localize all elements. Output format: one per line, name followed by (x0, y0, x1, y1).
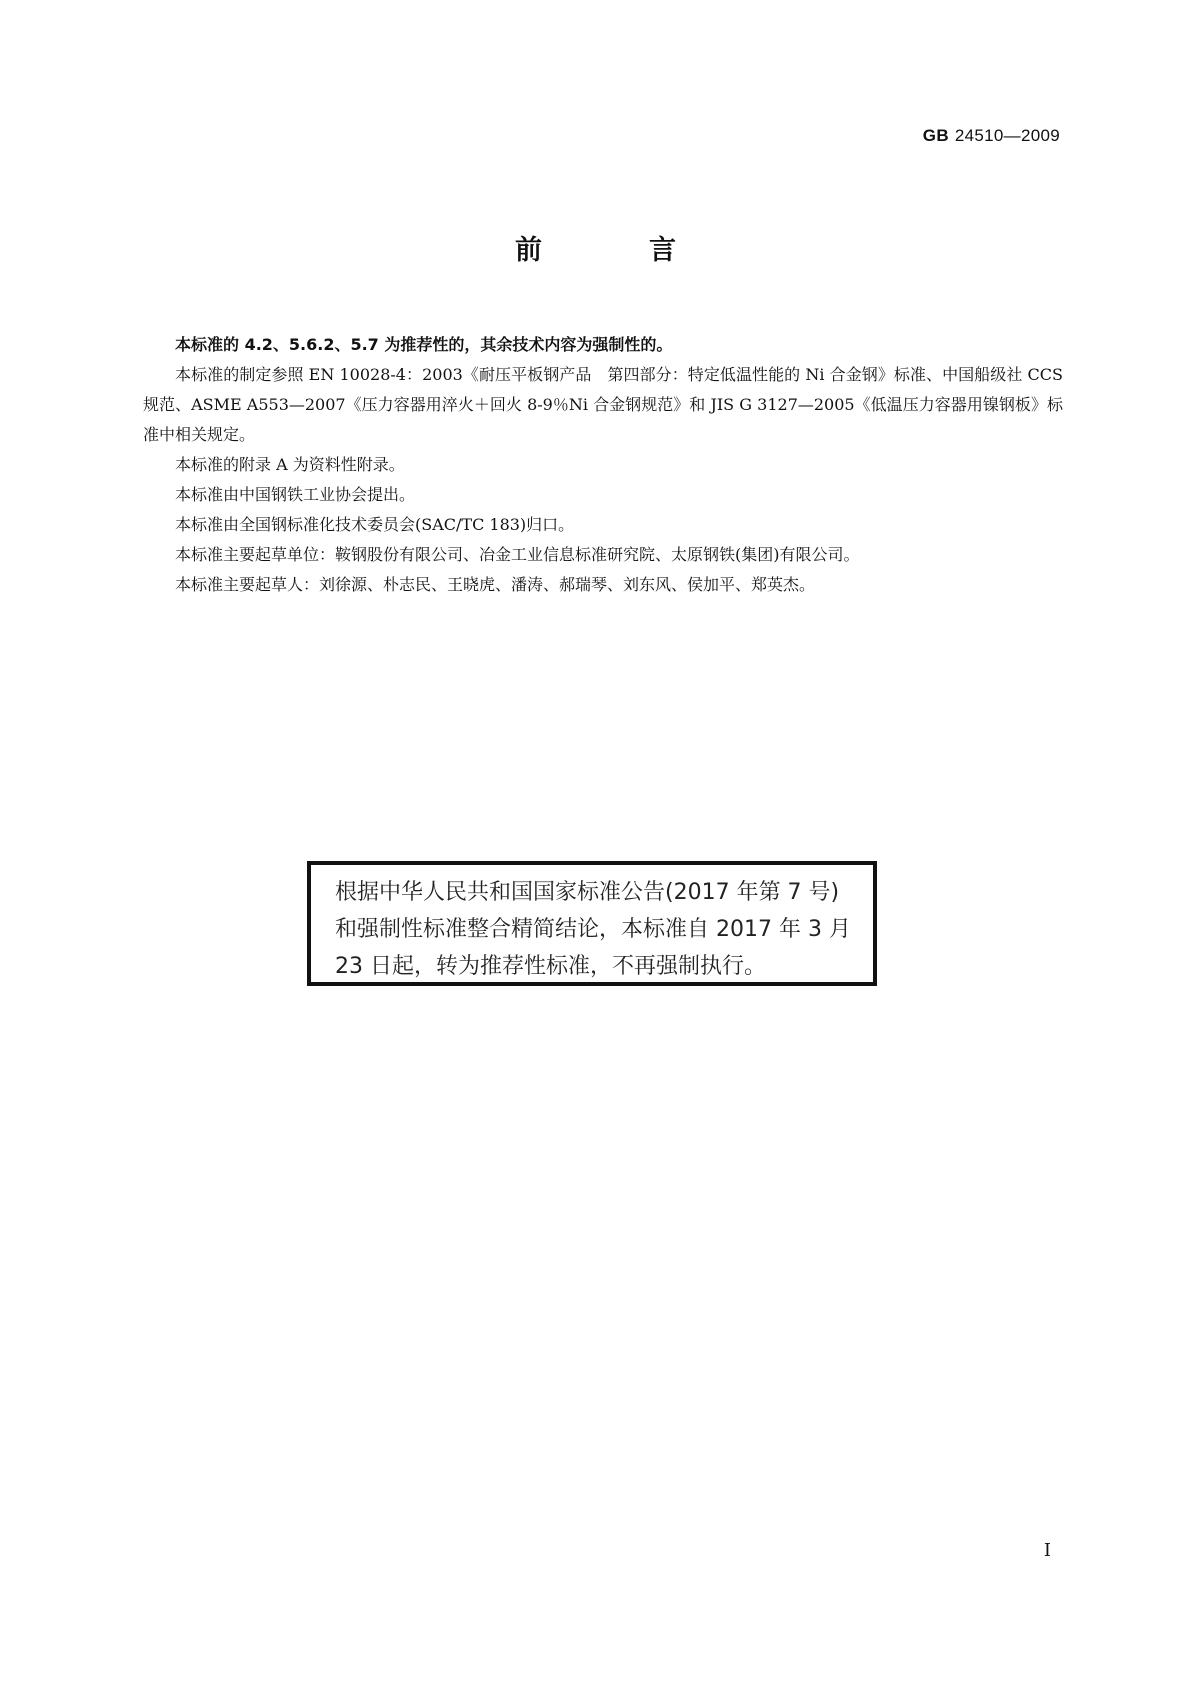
standard-prefix: GB (922, 126, 949, 145)
notice-box: 根据中华人民共和国国家标准公告(2017 年第 7 号)和强制性标准整合精简结论，本标准自 2017 年 3 月 23 日起，转为推荐性标准，不再强制执行。 (307, 861, 877, 986)
page-title: 前 言 (515, 235, 716, 266)
paragraph-drafters: 本标准主要起草人：刘徐源、朴志民、王晓虎、潘涛、郝瑞琴、刘东风、侯加平、郑英杰。 (175, 575, 816, 594)
paragraph-committee: 本标准由全国钢标准化技术委员会(SAC/TC 183)归口。 (175, 515, 575, 534)
page-number: I (1043, 1540, 1051, 1561)
paragraph-references: 本标准的制定参照 EN 10028-4：2003《耐压平板钢产品 第四部分：特定低温性能的 Ni 合金钢》标准、中国船级社 CCS 规范、ASME A553—2007《压力容器用淬火＋回火 8-9％Ni 合金钢规范》和 JIS G 3127—2005《低温压力容器用镍钢板》标准中相关规定。 (143, 365, 1063, 444)
paragraph-proposer: 本标准由中国钢铁工业协会提出。 (175, 485, 416, 504)
paragraph-drafting-units: 本标准主要起草单位：鞍钢股份有限公司、冶金工业信息标准研究院、太原钢铁(集团)有限公司。 (175, 545, 860, 564)
standard-code: 24510—2009 (954, 126, 1060, 145)
paragraph-annex: 本标准的附录 A 为资料性附录。 (175, 455, 405, 474)
paragraph-mandatory-clause: 本标准的 4.2、5.6.2、5.7 为推荐性的，其余技术内容为强制性的。 (175, 335, 673, 354)
foreword-body (143, 330, 1063, 600)
standard-number (923, 126, 1060, 146)
